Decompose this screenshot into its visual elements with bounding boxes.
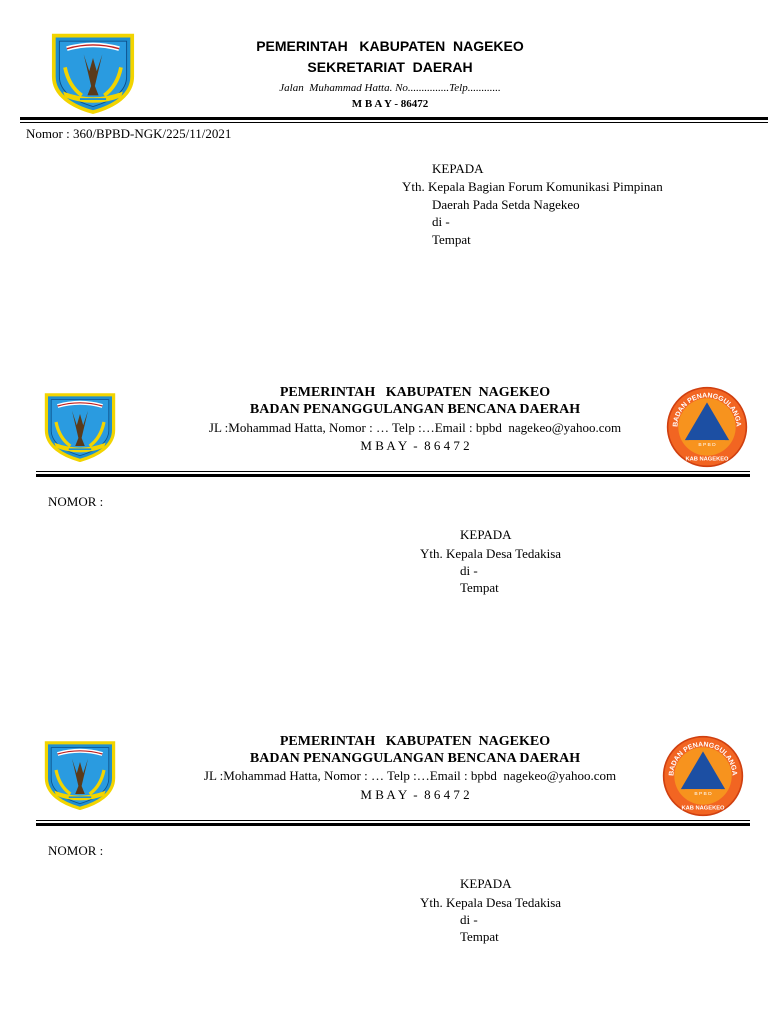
recipient-line: Tempat xyxy=(432,232,471,247)
recipient-heading: KEPADA xyxy=(460,527,512,542)
letterhead-city: M B A Y - 8 6 4 7 2 xyxy=(360,438,470,453)
recipient-line: di - xyxy=(460,912,478,927)
letterhead-rule-thick xyxy=(20,117,768,120)
svg-text:B P B D: B P B D xyxy=(698,442,716,448)
recipient-heading: KEPADA xyxy=(460,876,512,891)
letterhead-city: M B A Y - 86472 xyxy=(351,98,429,110)
recipient-line: Tempat xyxy=(460,929,499,944)
letter-number: Nomor : 360/BPBD-NGK/225/11/2021 xyxy=(26,126,232,141)
nagekeo-crest-icon xyxy=(40,738,120,810)
recipient-line: di - xyxy=(432,214,450,229)
letterhead-address: Jalan Muhammad Hatta. No...............Telp............ xyxy=(279,82,501,94)
letterhead-rule-thick xyxy=(36,474,750,477)
nagekeo-crest-icon xyxy=(40,390,120,462)
letterhead-rule-thin xyxy=(20,122,768,123)
recipient-line: di - xyxy=(460,563,478,578)
letterhead-city: M B A Y - 8 6 4 7 2 xyxy=(360,787,470,802)
letterhead-gov-title: PEMERINTAH KABUPATEN NAGEKEO xyxy=(279,385,551,400)
svg-text:BADAN PENANGGULANGAN BENCANA: BADAN PENANGGULANGA xyxy=(668,741,738,777)
letterhead-rule-thin xyxy=(36,471,750,472)
recipient-line: Yth. Kepala Desa Tedakisa xyxy=(420,895,562,910)
svg-text:B P B D: B P B D xyxy=(694,791,712,797)
nagekeo-crest-icon xyxy=(46,30,140,114)
recipient-line: Yth. Kepala Bagian Forum Komunikasi Pimpinan xyxy=(402,179,663,194)
letterhead-dept: BADAN PENANGGULANGAN BENCANA DAERAH xyxy=(249,402,581,417)
letter-number: NOMOR : xyxy=(48,494,104,509)
recipient-line: Yth. Kepala Desa Tedakisa xyxy=(420,546,562,561)
letterhead-rule-thin xyxy=(36,820,750,821)
letterhead-gov-title: PEMERINTAH KABUPATEN NAGEKEO xyxy=(279,734,551,749)
letterhead-address: JL :Mohammad Hatta, Nomor : … Telp :…Email : bpbd nagekeo@yahoo.com xyxy=(208,420,622,435)
letterhead-dept: SEKRETARIAT DAERAH xyxy=(307,59,473,75)
svg-text:KAB NAGEKEO: KAB NAGEKEO xyxy=(681,805,725,812)
recipient-heading: KEPADA xyxy=(432,161,484,176)
letterhead-dept: BADAN PENANGGULANGAN BENCANA DAERAH xyxy=(249,751,581,766)
svg-text:BADAN PENANGGULANGAN BENCANA: BADAN PENANGGULANGA xyxy=(672,392,742,428)
letter-number: NOMOR : xyxy=(48,843,104,858)
bpbd-logo-icon xyxy=(662,735,744,817)
recipient-line: Daerah Pada Setda Nagekeo xyxy=(432,197,580,212)
svg-text:KAB NAGEKEO: KAB NAGEKEO xyxy=(685,456,729,463)
letterhead-gov-title: PEMERINTAH KABUPATEN NAGEKEO xyxy=(256,38,524,54)
bpbd-logo-icon xyxy=(666,386,748,468)
letterhead-rule-thick xyxy=(36,823,750,826)
recipient-line: Tempat xyxy=(460,580,499,595)
letterhead-address: JL :Mohammad Hatta, Nomor : … Telp :…Email : bpbd nagekeo@yahoo.com xyxy=(203,768,617,783)
